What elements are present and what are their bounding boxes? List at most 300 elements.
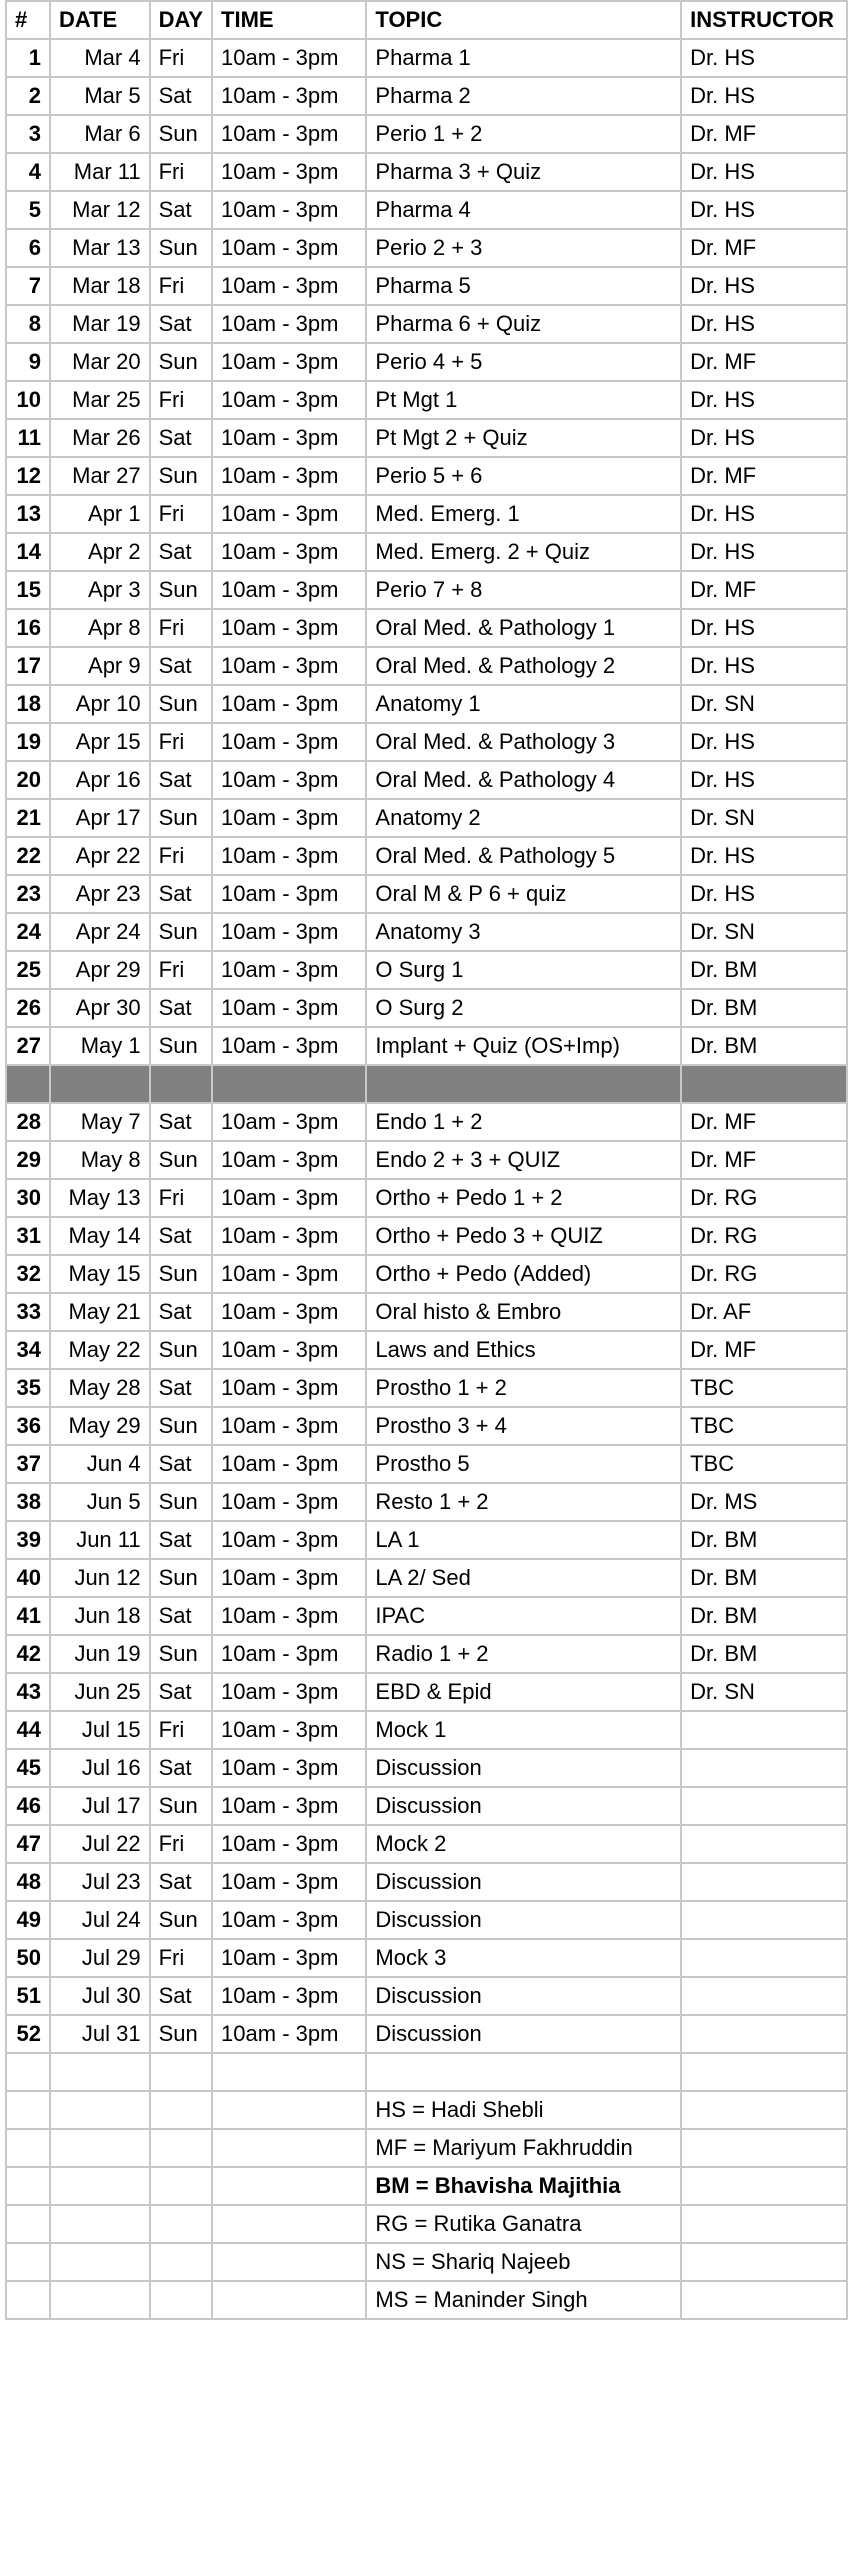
cell-date: Apr 17 xyxy=(50,799,150,837)
cell-instructor: Dr. RG xyxy=(681,1179,847,1217)
cell-day: Sun xyxy=(150,913,212,951)
cell-day: Sat xyxy=(150,1445,212,1483)
cell-time: 10am - 3pm xyxy=(212,267,366,305)
cell-date: Apr 29 xyxy=(50,951,150,989)
cell-instructor: Dr. SN xyxy=(681,685,847,723)
cell-instructor: Dr. HS xyxy=(681,191,847,229)
cell-topic: Discussion xyxy=(366,1749,681,1787)
cell-time: 10am - 3pm xyxy=(212,1027,366,1065)
cell-instructor: Dr. BM xyxy=(681,1559,847,1597)
cell-date: Apr 2 xyxy=(50,533,150,571)
cell-day xyxy=(150,2053,212,2091)
cell-day: Fri xyxy=(150,609,212,647)
cell-instructor: Dr. HS xyxy=(681,533,847,571)
cell-number: 8 xyxy=(6,305,50,343)
cell-topic: Ortho + Pedo (Added) xyxy=(366,1255,681,1293)
table-row xyxy=(6,1901,847,1939)
cell-date: Jul 22 xyxy=(50,1825,150,1863)
cell-day: Fri xyxy=(150,723,212,761)
cell-topic: Perio 1 + 2 xyxy=(366,115,681,153)
cell-number: 38 xyxy=(6,1483,50,1521)
cell-instructor: Dr. HS xyxy=(681,723,847,761)
table-row xyxy=(6,533,847,571)
cell-day xyxy=(150,1065,212,1103)
legend-empty-cell xyxy=(6,2167,50,2205)
cell-number: 4 xyxy=(6,153,50,191)
table-row xyxy=(6,1597,847,1635)
cell-time: 10am - 3pm xyxy=(212,1521,366,1559)
cell-time: 10am - 3pm xyxy=(212,1977,366,2015)
cell-time: 10am - 3pm xyxy=(212,77,366,115)
cell-time: 10am - 3pm xyxy=(212,685,366,723)
cell-number: 42 xyxy=(6,1635,50,1673)
cell-time: 10am - 3pm xyxy=(212,533,366,571)
cell-instructor: Dr. RG xyxy=(681,1217,847,1255)
cell-day: Sat xyxy=(150,1293,212,1331)
cell-instructor xyxy=(681,1825,847,1863)
cell-day: Fri xyxy=(150,39,212,77)
cell-topic: Resto 1 + 2 xyxy=(366,1483,681,1521)
cell-date: May 22 xyxy=(50,1331,150,1369)
cell-date: May 29 xyxy=(50,1407,150,1445)
cell-date: May 13 xyxy=(50,1179,150,1217)
cell-number: 34 xyxy=(6,1331,50,1369)
cell-day: Fri xyxy=(150,1179,212,1217)
cell-instructor: Dr. HS xyxy=(681,267,847,305)
cell-day: Fri xyxy=(150,1939,212,1977)
cell-number: 13 xyxy=(6,495,50,533)
cell-date: May 21 xyxy=(50,1293,150,1331)
cell-date: Mar 25 xyxy=(50,381,150,419)
legend-empty-cell xyxy=(681,2091,847,2129)
cell-number: 45 xyxy=(6,1749,50,1787)
cell-date: Apr 8 xyxy=(50,609,150,647)
table-row xyxy=(6,875,847,913)
cell-number: 51 xyxy=(6,1977,50,2015)
legend-row xyxy=(6,2281,847,2319)
legend-empty-cell xyxy=(681,2205,847,2243)
cell-topic: Mock 2 xyxy=(366,1825,681,1863)
cell-date: Apr 24 xyxy=(50,913,150,951)
table-row xyxy=(6,1863,847,1901)
cell-date: Mar 4 xyxy=(50,39,150,77)
cell-topic: Discussion xyxy=(366,1901,681,1939)
cell-number: 14 xyxy=(6,533,50,571)
cell-topic: Oral M & P 6 + quiz xyxy=(366,875,681,913)
cell-date: Jun 4 xyxy=(50,1445,150,1483)
cell-date: Mar 26 xyxy=(50,419,150,457)
cell-date: Jun 18 xyxy=(50,1597,150,1635)
cell-date: Jul 15 xyxy=(50,1711,150,1749)
cell-topic: Oral Med. & Pathology 1 xyxy=(366,609,681,647)
cell-number: 37 xyxy=(6,1445,50,1483)
cell-date: Jun 19 xyxy=(50,1635,150,1673)
table-row xyxy=(6,39,847,77)
cell-date: Apr 16 xyxy=(50,761,150,799)
cell-instructor: TBC xyxy=(681,1407,847,1445)
table-row xyxy=(6,1103,847,1141)
separator-row xyxy=(6,1065,847,1103)
cell-day: Fri xyxy=(150,951,212,989)
cell-number: 2 xyxy=(6,77,50,115)
cell-number: 3 xyxy=(6,115,50,153)
table-row xyxy=(6,1787,847,1825)
table-row xyxy=(6,1217,847,1255)
table-row xyxy=(6,1141,847,1179)
legend-empty-cell xyxy=(212,2167,366,2205)
cell-topic xyxy=(366,2053,681,2091)
cell-date: May 15 xyxy=(50,1255,150,1293)
legend-empty-cell xyxy=(50,2167,150,2205)
cell-topic: Perio 5 + 6 xyxy=(366,457,681,495)
cell-topic: Pt Mgt 1 xyxy=(366,381,681,419)
cell-time: 10am - 3pm xyxy=(212,1559,366,1597)
table-row xyxy=(6,989,847,1027)
cell-instructor xyxy=(681,1939,847,1977)
table-row xyxy=(6,685,847,723)
cell-number: 16 xyxy=(6,609,50,647)
table-row xyxy=(6,115,847,153)
cell-instructor: Dr. MF xyxy=(681,115,847,153)
cell-date: Jul 16 xyxy=(50,1749,150,1787)
cell-day: Fri xyxy=(150,1711,212,1749)
cell-day: Sun xyxy=(150,115,212,153)
cell-date: Mar 18 xyxy=(50,267,150,305)
table-row xyxy=(6,1711,847,1749)
cell-day: Sun xyxy=(150,1635,212,1673)
cell-instructor xyxy=(681,1977,847,2015)
cell-number: 39 xyxy=(6,1521,50,1559)
cell-number: 47 xyxy=(6,1825,50,1863)
cell-topic: Ortho + Pedo 1 + 2 xyxy=(366,1179,681,1217)
cell-time: 10am - 3pm xyxy=(212,1711,366,1749)
cell-instructor: Dr. MF xyxy=(681,229,847,267)
cell-topic: EBD & Epid xyxy=(366,1673,681,1711)
cell-time: 10am - 3pm xyxy=(212,1217,366,1255)
cell-topic: Oral Med. & Pathology 3 xyxy=(366,723,681,761)
cell-time: 10am - 3pm xyxy=(212,1179,366,1217)
cell-instructor: Dr. BM xyxy=(681,951,847,989)
cell-day: Sat xyxy=(150,1673,212,1711)
cell-date: Jun 11 xyxy=(50,1521,150,1559)
cell-time: 10am - 3pm xyxy=(212,1635,366,1673)
cell-instructor xyxy=(681,2053,847,2091)
cell-date: May 7 xyxy=(50,1103,150,1141)
cell-instructor: Dr. BM xyxy=(681,1597,847,1635)
cell-instructor xyxy=(681,1711,847,1749)
legend-entry: RG = Rutika Ganatra xyxy=(366,2205,681,2243)
table-row xyxy=(6,1407,847,1445)
legend-empty-cell xyxy=(50,2129,150,2167)
cell-instructor: TBC xyxy=(681,1445,847,1483)
cell-topic: Pharma 3 + Quiz xyxy=(366,153,681,191)
cell-date xyxy=(50,1065,150,1103)
cell-instructor: Dr. HS xyxy=(681,495,847,533)
legend-entry: HS = Hadi Shebli xyxy=(366,2091,681,2129)
cell-instructor: Dr. MF xyxy=(681,571,847,609)
cell-topic: Perio 7 + 8 xyxy=(366,571,681,609)
cell-time: 10am - 3pm xyxy=(212,1749,366,1787)
cell-topic: Pt Mgt 2 + Quiz xyxy=(366,419,681,457)
cell-number: 49 xyxy=(6,1901,50,1939)
cell-number: 43 xyxy=(6,1673,50,1711)
header-row xyxy=(6,1,847,39)
cell-day: Sun xyxy=(150,1331,212,1369)
cell-day: Fri xyxy=(150,837,212,875)
table-row xyxy=(6,229,847,267)
legend-row xyxy=(6,2129,847,2167)
cell-topic: Med. Emerg. 1 xyxy=(366,495,681,533)
cell-number: 5 xyxy=(6,191,50,229)
cell-instructor xyxy=(681,1787,847,1825)
cell-number: 7 xyxy=(6,267,50,305)
cell-day: Sat xyxy=(150,1217,212,1255)
cell-date: Apr 22 xyxy=(50,837,150,875)
table-row xyxy=(6,1559,847,1597)
cell-time: 10am - 3pm xyxy=(212,1445,366,1483)
cell-instructor: TBC xyxy=(681,1369,847,1407)
cell-topic: Oral histo & Embro xyxy=(366,1293,681,1331)
cell-date: Mar 6 xyxy=(50,115,150,153)
cell-time: 10am - 3pm xyxy=(212,571,366,609)
cell-time: 10am - 3pm xyxy=(212,495,366,533)
table-row xyxy=(6,1521,847,1559)
cell-number: 31 xyxy=(6,1217,50,1255)
cell-topic: Discussion xyxy=(366,1977,681,2015)
table-row xyxy=(6,1483,847,1521)
cell-number: 26 xyxy=(6,989,50,1027)
cell-time: 10am - 3pm xyxy=(212,1255,366,1293)
legend-empty-cell xyxy=(150,2243,212,2281)
cell-time: 10am - 3pm xyxy=(212,191,366,229)
cell-number: 10 xyxy=(6,381,50,419)
cell-day: Sat xyxy=(150,191,212,229)
table-row xyxy=(6,457,847,495)
legend-empty-cell xyxy=(6,2129,50,2167)
cell-instructor: Dr. SN xyxy=(681,799,847,837)
cell-number: 11 xyxy=(6,419,50,457)
cell-number: 33 xyxy=(6,1293,50,1331)
table-row xyxy=(6,343,847,381)
cell-day: Sat xyxy=(150,1521,212,1559)
cell-topic: Pharma 6 + Quiz xyxy=(366,305,681,343)
table-row xyxy=(6,913,847,951)
table-row xyxy=(6,1749,847,1787)
cell-time xyxy=(212,2053,366,2091)
cell-number: 28 xyxy=(6,1103,50,1141)
cell-topic: Discussion xyxy=(366,2015,681,2053)
table-row xyxy=(6,495,847,533)
cell-day: Sun xyxy=(150,571,212,609)
cell-time: 10am - 3pm xyxy=(212,875,366,913)
cell-day: Fri xyxy=(150,495,212,533)
legend-empty-cell xyxy=(212,2281,366,2319)
cell-time: 10am - 3pm xyxy=(212,381,366,419)
cell-date: May 8 xyxy=(50,1141,150,1179)
cell-time: 10am - 3pm xyxy=(212,419,366,457)
cell-day: Sun xyxy=(150,1901,212,1939)
cell-date: Apr 15 xyxy=(50,723,150,761)
cell-date: Jul 23 xyxy=(50,1863,150,1901)
cell-day: Sun xyxy=(150,1559,212,1597)
table-row xyxy=(6,381,847,419)
cell-instructor: Dr. BM xyxy=(681,1635,847,1673)
table-row xyxy=(6,837,847,875)
cell-instructor: Dr. HS xyxy=(681,39,847,77)
table-row xyxy=(6,571,847,609)
cell-date: Jul 31 xyxy=(50,2015,150,2053)
table-row xyxy=(6,951,847,989)
cell-topic: O Surg 2 xyxy=(366,989,681,1027)
cell-date: May 14 xyxy=(50,1217,150,1255)
table-row xyxy=(6,761,847,799)
cell-time: 10am - 3pm xyxy=(212,1103,366,1141)
legend-row xyxy=(6,2205,847,2243)
cell-number: 46 xyxy=(6,1787,50,1825)
cell-topic: LA 1 xyxy=(366,1521,681,1559)
cell-instructor: Dr. HS xyxy=(681,419,847,457)
cell-day: Sun xyxy=(150,1483,212,1521)
cell-instructor: Dr. BM xyxy=(681,989,847,1027)
legend-empty-cell xyxy=(50,2205,150,2243)
table-row xyxy=(6,1293,847,1331)
cell-instructor xyxy=(681,1863,847,1901)
table-row xyxy=(6,647,847,685)
cell-date: Apr 3 xyxy=(50,571,150,609)
cell-number: 50 xyxy=(6,1939,50,1977)
cell-time: 10am - 3pm xyxy=(212,1825,366,1863)
cell-date: Jul 30 xyxy=(50,1977,150,2015)
cell-number xyxy=(6,1065,50,1103)
cell-time: 10am - 3pm xyxy=(212,1597,366,1635)
cell-topic: Perio 2 + 3 xyxy=(366,229,681,267)
cell-topic: Ortho + Pedo 3 + QUIZ xyxy=(366,1217,681,1255)
table-row xyxy=(6,305,847,343)
cell-instructor: Dr. HS xyxy=(681,305,847,343)
cell-topic: Discussion xyxy=(366,1863,681,1901)
legend-empty-cell xyxy=(150,2129,212,2167)
legend-empty-cell xyxy=(681,2243,847,2281)
legend-empty-cell xyxy=(681,2167,847,2205)
legend-entry: MS = Maninder Singh xyxy=(366,2281,681,2319)
cell-day: Sun xyxy=(150,1787,212,1825)
cell-instructor: Dr. MF xyxy=(681,1331,847,1369)
cell-time: 10am - 3pm xyxy=(212,115,366,153)
cell-day: Sun xyxy=(150,685,212,723)
cell-time: 10am - 3pm xyxy=(212,913,366,951)
legend-entry: BM = Bhavisha Majithia xyxy=(366,2167,681,2205)
cell-date: Apr 1 xyxy=(50,495,150,533)
cell-instructor: Dr. MF xyxy=(681,343,847,381)
cell-topic: Endo 2 + 3 + QUIZ xyxy=(366,1141,681,1179)
cell-number: 15 xyxy=(6,571,50,609)
cell-time: 10am - 3pm xyxy=(212,229,366,267)
cell-day: Sat xyxy=(150,533,212,571)
cell-time: 10am - 3pm xyxy=(212,951,366,989)
cell-time: 10am - 3pm xyxy=(212,457,366,495)
cell-instructor: Dr. MF xyxy=(681,457,847,495)
cell-day: Sat xyxy=(150,1977,212,2015)
cell-instructor xyxy=(681,1901,847,1939)
cell-day: Sat xyxy=(150,761,212,799)
legend-entry: MF = Mariyum Fakhruddin xyxy=(366,2129,681,2167)
cell-number: 32 xyxy=(6,1255,50,1293)
cell-day: Sun xyxy=(150,1141,212,1179)
table-row xyxy=(6,1027,847,1065)
cell-instructor xyxy=(681,1065,847,1103)
cell-time: 10am - 3pm xyxy=(212,1483,366,1521)
cell-day: Sat xyxy=(150,1103,212,1141)
cell-number: 25 xyxy=(6,951,50,989)
table-row xyxy=(6,799,847,837)
cell-date: Mar 12 xyxy=(50,191,150,229)
legend-empty-cell xyxy=(212,2091,366,2129)
schedule-table xyxy=(5,0,848,2320)
cell-topic: Implant + Quiz (OS+Imp) xyxy=(366,1027,681,1065)
cell-topic: Pharma 2 xyxy=(366,77,681,115)
cell-date xyxy=(50,2053,150,2091)
cell-instructor: Dr. RG xyxy=(681,1255,847,1293)
cell-instructor: Dr. SN xyxy=(681,1673,847,1711)
legend-entry: NS = Shariq Najeeb xyxy=(366,2243,681,2281)
cell-date: Apr 10 xyxy=(50,685,150,723)
cell-date: Jul 17 xyxy=(50,1787,150,1825)
cell-number: 21 xyxy=(6,799,50,837)
cell-topic: Discussion xyxy=(366,1787,681,1825)
cell-time: 10am - 3pm xyxy=(212,647,366,685)
cell-day: Sun xyxy=(150,799,212,837)
legend-empty-cell xyxy=(6,2205,50,2243)
cell-day: Sat xyxy=(150,1749,212,1787)
cell-day: Sun xyxy=(150,1255,212,1293)
cell-topic: Oral Med. & Pathology 4 xyxy=(366,761,681,799)
cell-topic: Prostho 1 + 2 xyxy=(366,1369,681,1407)
cell-topic: Prostho 3 + 4 xyxy=(366,1407,681,1445)
legend-empty-cell xyxy=(6,2243,50,2281)
cell-time: 10am - 3pm xyxy=(212,609,366,647)
cell-date: Mar 13 xyxy=(50,229,150,267)
table-row xyxy=(6,1939,847,1977)
cell-day: Sat xyxy=(150,1369,212,1407)
cell-time: 10am - 3pm xyxy=(212,1369,366,1407)
cell-time: 10am - 3pm xyxy=(212,1331,366,1369)
cell-instructor: Dr. HS xyxy=(681,761,847,799)
cell-topic: Pharma 4 xyxy=(366,191,681,229)
cell-day: Sat xyxy=(150,1597,212,1635)
header-time: TIME xyxy=(212,1,366,39)
cell-day: Sun xyxy=(150,229,212,267)
cell-day: Sun xyxy=(150,1027,212,1065)
cell-topic: Mock 1 xyxy=(366,1711,681,1749)
cell-time: 10am - 3pm xyxy=(212,1863,366,1901)
table-row xyxy=(6,1673,847,1711)
cell-date: Jun 25 xyxy=(50,1673,150,1711)
legend-empty-cell xyxy=(681,2129,847,2167)
cell-day: Sun xyxy=(150,457,212,495)
cell-instructor xyxy=(681,2015,847,2053)
legend-empty-cell xyxy=(681,2281,847,2319)
cell-number: 12 xyxy=(6,457,50,495)
cell-date: Jul 29 xyxy=(50,1939,150,1977)
cell-date: Jun 5 xyxy=(50,1483,150,1521)
cell-number: 52 xyxy=(6,2015,50,2053)
cell-topic: Anatomy 1 xyxy=(366,685,681,723)
cell-number: 29 xyxy=(6,1141,50,1179)
cell-topic: Med. Emerg. 2 + Quiz xyxy=(366,533,681,571)
cell-time: 10am - 3pm xyxy=(212,343,366,381)
legend-empty-cell xyxy=(6,2281,50,2319)
cell-date: Mar 27 xyxy=(50,457,150,495)
